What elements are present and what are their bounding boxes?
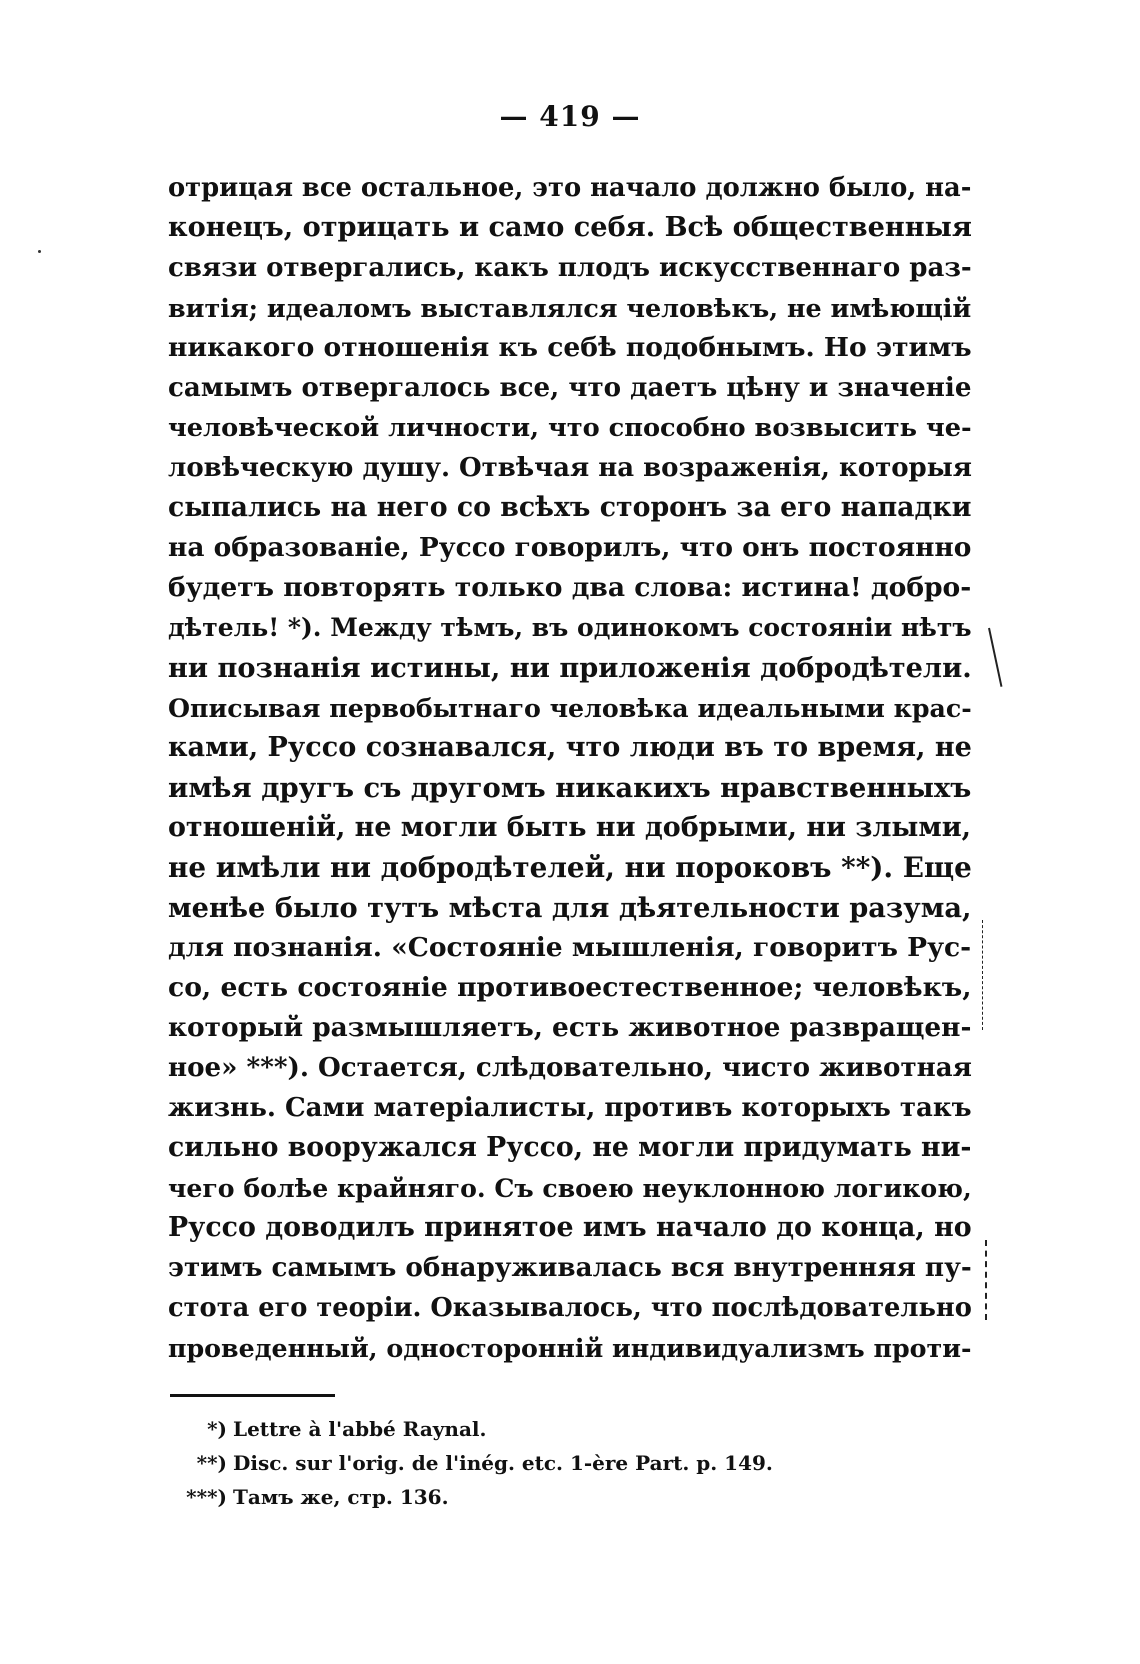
margin-pencil-mark [985,1240,987,1320]
body-text [168,168,972,1368]
text-line: этимъ самымъ обнаруживалась вся внутренняя пу- [168,1252,972,1283]
text-line: не имѣли ни добродѣтелей, ни пороковъ **). Еще [168,851,972,884]
footnotes [185,1412,885,1514]
text-line: будетъ повторять только два слова: истина! добро- [168,572,972,603]
footnote-text: Тамъ же, стр. 136. [233,1485,449,1509]
footnote-item [185,1412,885,1446]
text-line: проведенный, односторонній индивидуализмъ проти- [168,1333,972,1363]
footnote-text: Lettre à l'abbé Raynal. [233,1417,487,1441]
text-line: Руссо доводилъ принятое имъ начало до конца, но [168,1212,972,1243]
footnote-item [185,1480,885,1514]
text-line: самымъ отвергалось все, что даетъ цѣну и значеніе [168,372,972,403]
page-number: — 419 — [499,100,641,133]
footnote-item [185,1446,885,1480]
text-line: ловѣческую душу. Отвѣчая на возраженія, которыя [168,453,972,483]
margin-pencil-mark [982,920,983,1030]
text-line: дѣтель! *). Между тѣмъ, въ одинокомъ состояніи нѣтъ [168,613,972,642]
text-line: никакого отношенія къ себѣ подобнымъ. Но этимъ [168,332,972,363]
text-line: отрицая все остальное, это начало должно было, на- [168,173,972,203]
text-line: конецъ, отрицать и само себя. Всѣ общественныя [168,212,972,243]
text-line: менѣе было тутъ мѣста для дѣятельности разума, [168,892,972,924]
text-line: отношеній, не могли быть ни добрыми, ни злыми, [168,812,971,843]
text-line: который размышляетъ, есть животное развращен- [168,1012,972,1043]
text-line: со, есть состояніе противоестественное; человѣкъ, [168,972,972,1003]
text-line: жизнь. Сами матеріалисты, противъ которыхъ такъ [168,1093,972,1123]
text-line: ками, Руссо сознавался, что люди въ то время, не [168,732,972,763]
text-line: связи отвергались, какъ плодъ искусственнаго раз- [168,253,972,283]
text-line: Описывая первобытнаго человѣка идеальными крас- [168,693,972,723]
text-line: имѣя другъ съ другомъ никакихъ нравственныхъ [168,772,972,804]
text-line: ное» ***). Остается, слѣдовательно, чисто животная [168,1052,972,1083]
footnote-marker: **) [196,1451,227,1475]
footnote-rule [170,1394,335,1397]
text-line: на образованіе, Руссо говорилъ, что онъ постоянно [168,532,972,563]
text-line: витія; идеаломъ выставлялся человѣкъ, не имѣющій [168,293,972,323]
margin-dot [38,250,41,253]
text-line: сыпались на него со всѣхъ сторонъ за его нападки [168,492,972,523]
footnote-text: Disc. sur l'orig. de l'inég. etc. 1-ère Part. p. 149. [233,1451,773,1475]
text-line: человѣческой личности, что способно возвысить че- [168,413,972,443]
margin-pencil-mark [988,628,1002,687]
text-line: сильно вооружался Руссо, не могли придумать ни- [168,1132,972,1163]
text-line: ни познанія истины, ни приложенія добродѣтели. [168,652,972,684]
text-line: для познанія. «Состояніе мышленія, говоритъ Рус- [168,932,972,963]
footnote-marker: ***) [186,1485,227,1509]
footnote-marker: *) [207,1417,227,1441]
text-line: чего болѣе крайняго. Съ своею неуклонною логикою, [168,1173,972,1203]
text-line: стота его теоріи. Оказывалось, что послѣдовательно [168,1293,972,1323]
